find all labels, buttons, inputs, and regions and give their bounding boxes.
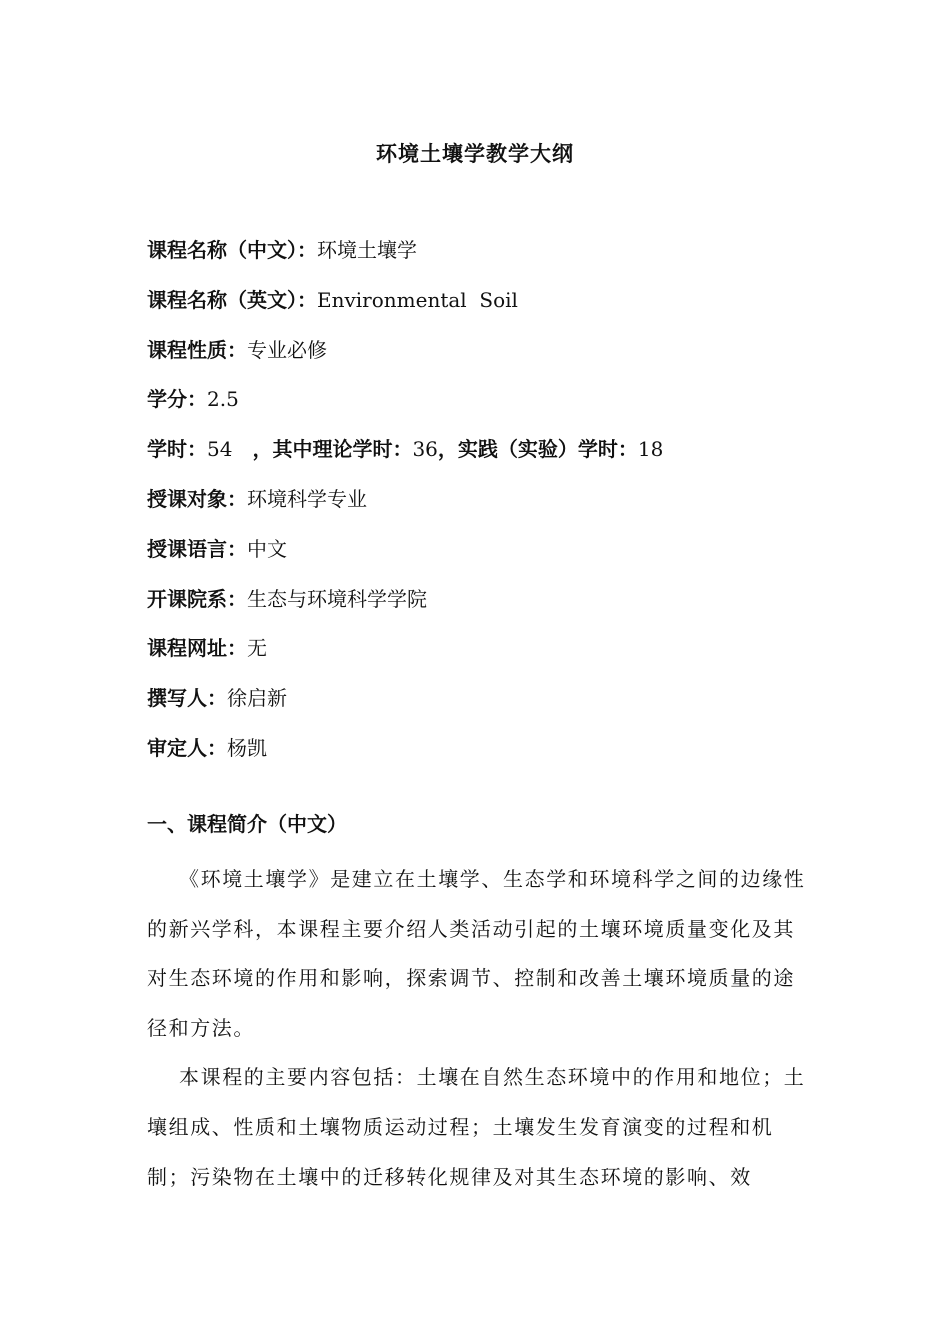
info-row-reviewer	[147, 732, 847, 782]
info-row-audience	[147, 483, 847, 533]
info-label: 学分：	[147, 387, 207, 412]
info-row-author	[147, 682, 847, 732]
info-row-nature	[147, 334, 847, 384]
hours-practice-value: 18	[637, 437, 664, 462]
info-label: 授课对象：	[147, 486, 247, 511]
info-value: 环境科学专业	[247, 486, 367, 511]
info-row-name-cn	[147, 234, 847, 284]
paragraph: 《环境土壤学》是建立在土壤学、生态学和环境科学之间的边缘性的新兴学科，本课程主要介绍人类活动引起的土壤环境质量变化及其对生态环境的作用和影响，探索调节、控制和改善土壤环境质量的途径和方法。	[147, 867, 806, 1040]
info-value: 徐启新	[227, 686, 287, 711]
section-body	[147, 855, 807, 1202]
hours-theory-label: ，其中理论学时：	[252, 437, 413, 462]
hours-total-label: 学时：	[147, 437, 207, 462]
info-value: 专业必修	[247, 337, 327, 362]
info-value: 中文	[247, 536, 287, 561]
info-row-hours	[147, 433, 847, 483]
info-label: 课程名称（英文）：	[147, 287, 317, 312]
info-value: 2.5	[207, 387, 239, 412]
info-row-department	[147, 583, 847, 633]
info-label: 审定人：	[147, 735, 227, 760]
info-value: Environmental Soil	[317, 287, 518, 312]
course-info-list	[147, 234, 847, 782]
info-label: 开课院系：	[147, 586, 247, 611]
document-title: 环境土壤学教学大纲	[376, 141, 574, 166]
info-label: 课程性质：	[147, 337, 247, 362]
info-label: 课程名称（中文）：	[147, 238, 317, 262]
info-row-name-en	[147, 284, 847, 334]
info-row-website	[147, 632, 847, 682]
paragraph: 本课程的主要内容包括：土壤在自然生态环境中的作用和地位；土壤组成、性质和土壤物质运动过程；土壤发生发育演变的过程和机制；污染物在土壤中的迁移转化规律及对其生态环境的影响、效	[147, 1065, 806, 1189]
info-label: 授课语言：	[147, 536, 247, 561]
info-label: 撰写人：	[147, 686, 227, 711]
info-label: 课程网址：	[147, 636, 247, 661]
info-value: 杨凯	[227, 735, 267, 760]
hours-theory-value: 36	[412, 437, 438, 462]
info-value: 环境土壤学	[317, 238, 417, 262]
info-row-language	[147, 533, 847, 583]
section-heading: 一、课程简介（中文）	[147, 812, 347, 836]
info-value: 生态与环境科学学院	[247, 586, 427, 611]
hours-total-value: 54	[207, 437, 233, 462]
hours-practice-label: ，实践（实验）学时：	[437, 437, 638, 462]
info-value: 无	[247, 636, 267, 661]
info-row-credits	[147, 383, 847, 433]
